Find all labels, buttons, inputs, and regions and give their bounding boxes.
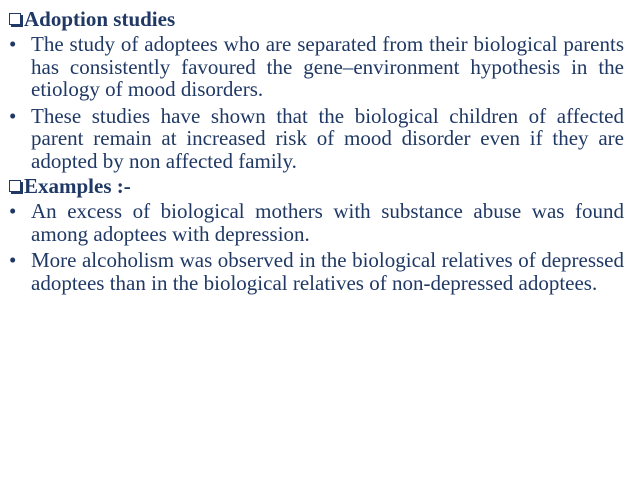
list-item bbox=[8, 200, 626, 245]
bullet-dot-icon: • bbox=[9, 248, 17, 272]
slide-content bbox=[8, 6, 626, 294]
bullet-text: An excess of biological mothers with substance abuse was found among adoptees with depression. bbox=[31, 199, 624, 246]
bullet-dot-icon: • bbox=[9, 32, 17, 56]
section-heading-label: Adoption studies bbox=[24, 7, 176, 31]
bullet-text: More alcoholism was observed in the biological relatives of depressed adoptees than in the biological relatives of non-depressed adoptees. bbox=[31, 248, 624, 295]
bullet-text: The study of adoptees who are separated from their biological parents has consistently favoured the gene–environment hypothesis in the etiology of mood disorders. bbox=[31, 32, 624, 101]
bullet-text: These studies have shown that the biological children of affected parent remain at increased risk of mood disorder even if they are adopted by non affected family. bbox=[31, 103, 624, 173]
checkbox-square-icon bbox=[9, 13, 21, 25]
section-heading-adoption-studies bbox=[8, 6, 626, 32]
section-heading-label: Examples :- bbox=[24, 174, 131, 198]
section-heading-examples bbox=[8, 173, 626, 199]
list-item bbox=[8, 33, 626, 101]
list-item bbox=[8, 249, 626, 294]
checkbox-square-icon bbox=[9, 180, 21, 192]
bullet-dot-icon: • bbox=[9, 103, 17, 128]
list-item bbox=[8, 105, 626, 173]
bullet-dot-icon: • bbox=[9, 199, 17, 223]
